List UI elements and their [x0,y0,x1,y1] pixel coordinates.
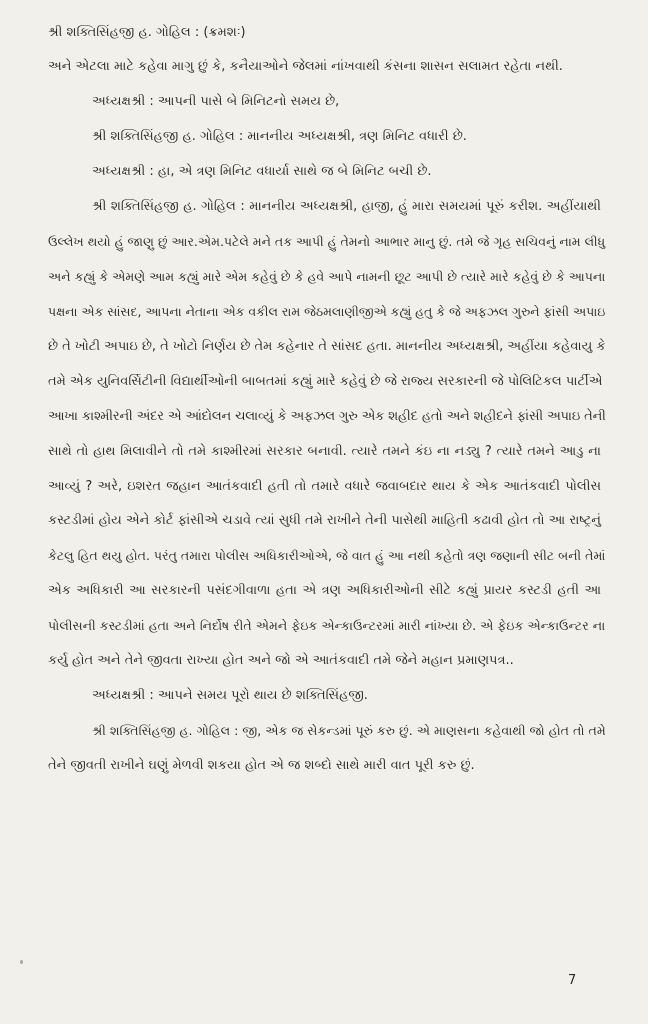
body-text-line: કસ્ટડીમાં હોય એને કોર્ટ ફાંસીએ ચડાવે ત્યાં સુધી તમે રાખીને તેની પાસેથી માહિતી કઢાવી હોત તો આ રાષ્ટ્રનું [48,513,601,528]
body-text-line: સાથે તો હાથ મિલાવીને તો તમે કાશ્મીરમાં સરકાર બનાવી. ત્યારે તમને કંઇ ના નડ્યુ ? ત્યારે તમને આડુ ના [48,444,601,459]
body-text-line: તમે એક યુનિવર્સિટીની વિદ્યાર્થીઓની બાબતમાં કહ્યું મારે કહેવું છે જે રાજ્ય સરકારની જે પોલિટિકલ પાર્ટીએ [48,374,603,389]
body-text-line: પોલીસની કસ્ટડીમાં હતા અને નિર્દોષ રીતે એમને ફેઇક એન્કાઉન્ટરમાં મારી નાંખ્યા છે. એ ફેઇક એન્કાઉન્ટર ના [48,618,606,633]
body-text-line: કર્યુ હોત અને તેને જીવતા રાખ્યા હોત અને જો એ આતંકવાદી તમે જેને મહાન પ્રમાણપત્ર.. [48,653,514,668]
body-text-line: તેને જીવતી રાખીને ઘણું મેળવી શકયા હોત એ જ શબ્દો સાથે મારી વાત પૂરી કરુ છું. [48,758,475,773]
body-text-line: આખા કાશ્મીરની અંદર એ આંદોલન ચલાવ્યું કે અફઝલ ગુરુ એક શહીદ હતો અને શહીદને ફાંસી અપાઇ તેની [48,409,606,424]
speaker-line: અધ્યક્ષશ્રી : આપને સમય પૂરો થાય છે શક્તિસિંહજી. [92,688,368,703]
body-text-line: એક અધિકારી આ સરકારની પસંદગીવાળા હતા એ ત્રણ અધિકારીઓની સીટે કહ્યું પ્રાયર કસ્ટડી હતી આ [48,583,601,598]
body-text-line: અને કહ્યું કે એમણે આમ કહ્યું મારે એમ કહેવું છે કે હવે આપે નામની છૂટ આપી છે ત્યારે મારે કહેવું છે કે આપના [48,269,606,284]
speaker-line: અધ્યક્ષશ્રી : હા, એ ત્રણ મિનિટ વધાર્યા સાથે જ બે મિનિટ બચી છે. [92,164,432,179]
speaker-line: શ્રી શક્તિસિંહજી હ. ગોહિલ : માનનીય અધ્યક્ષશ્રી, હાજી, હું મારા સમયમાં પૂરું કરીશ. અહીંયાથી [92,199,601,214]
speaker-line: શ્રી શક્તિસિંહજી હ. ગોહિલ : માનનીય અધ્યક્ષશ્રી, ત્રણ મિનિટ વધારી છે. [92,129,467,144]
page-number: 7 [568,973,577,988]
body-text-line: અને એટલા માટે કહેવા માગુ છું કે, કનૈયાઓને જેલમાં નાંખવાથી કંસના શાસન સલામત રહેતા નથી. [48,59,563,74]
speaker-line: અધ્યક્ષશ્રી : આપની પાસે બે મિનિટનો સમય છે, [92,94,340,109]
scan-speck [20,960,23,964]
body-text-line: ઉલ્લેખ થયો હું જાણુ છું આર.એમ.પટેલે મને તક આપી હું તેમનો આભાર માનુ છું. તમે જે ગૃહ સચિવનું નામ લીધુ [48,234,606,249]
body-text-line: આવ્યું ? અરે, ઇશરત જહાન આતંકવાદી હતી તો તમારે વધારે જવાબદાર થાય કે એક આતંકવાદી પોલીસ [48,479,601,494]
speaker-line: શ્રી શક્તિસિંહજી હ. ગોહિલ : જી, એક જ સેકન્ડમાં પૂરું કરુ છું. એ માણસના કહેવાથી જો હોત તો તમે [92,723,606,738]
body-text-line: પક્ષના એક સાંસદ, આપના નેતાના એક વકીલ રામ જેઠમલાણીજીએ કહ્યું હતુ કે જે અફઝલ ગુરુને ફાંસી અપાઇ [48,304,606,319]
body-text-line: કેટલુ હિત થયુ હોત. પરંતુ તમારા પોલીસ અધિકારીઓએ, જે વાત હું આ નથી કહેતો ત્રણ જણાની સીટ બની તેમાં [48,548,606,563]
speaker-line: શ્રી શક્તિસિંહજી હ. ગોહિલ : (ક્રમશઃ) [48,25,246,40]
body-text-line: છે તે ખોટી અપાઇ છે, તે ખોટો નિર્ણય છે તેમ કહેનાર તે સાંસદ હતા. માનનીય અધ્યક્ષશ્રી, અહીંયા કહેવાયુ કે [48,339,606,354]
